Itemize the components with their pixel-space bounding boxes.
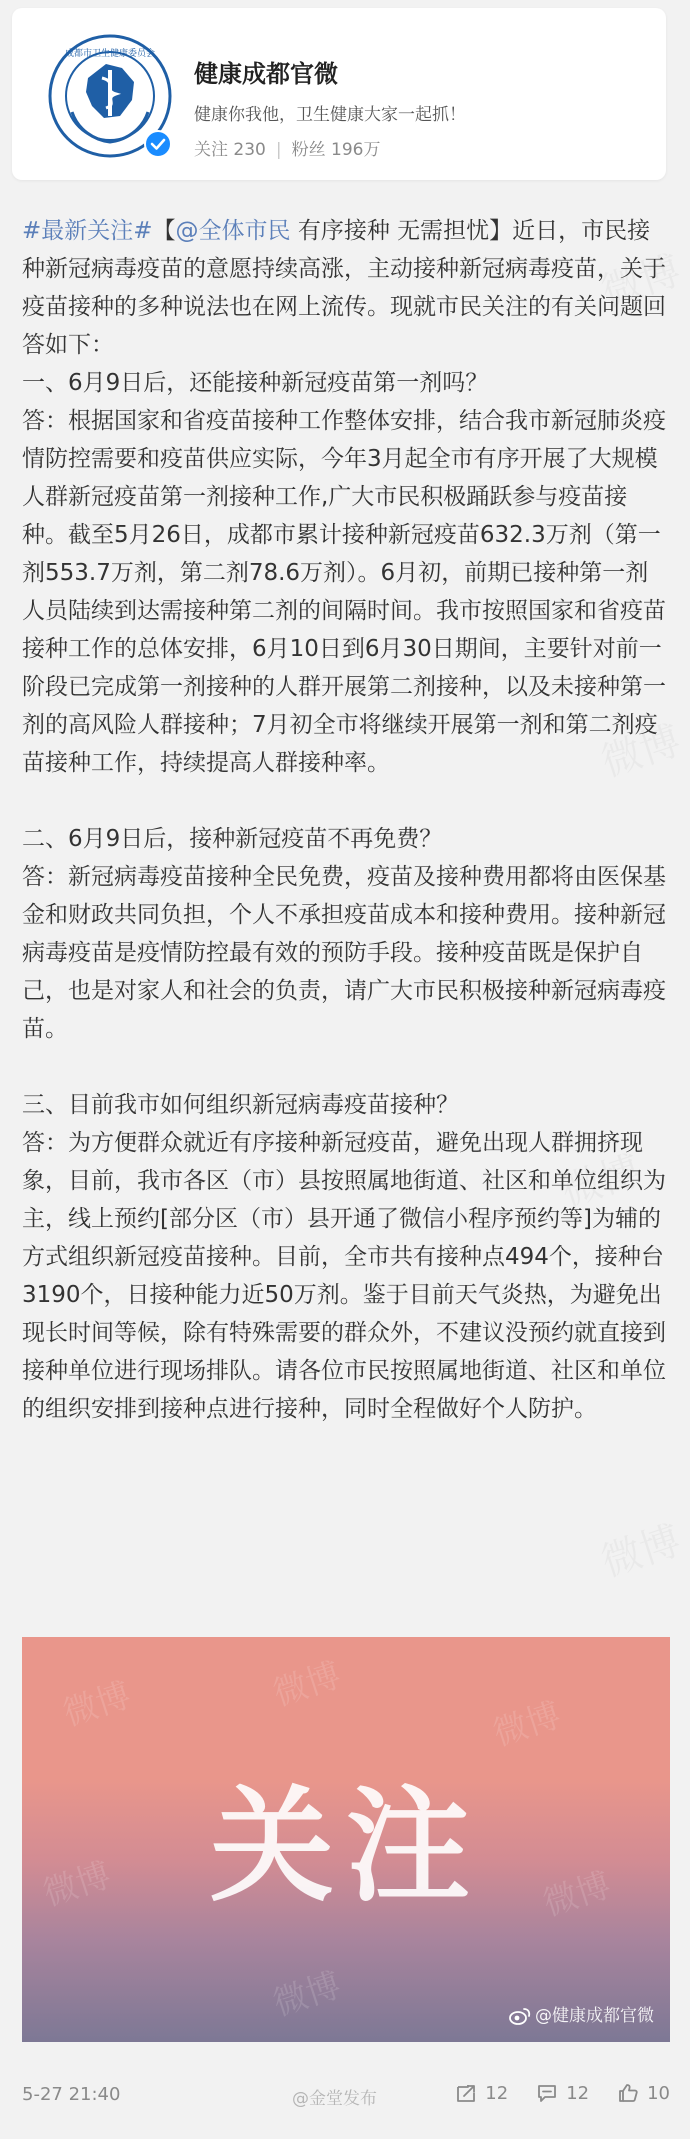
question-1: 一、6月9日后，还能接种新冠疫苗第一剂吗？ <box>22 370 489 396</box>
repost-icon <box>455 2082 477 2104</box>
account-stats <box>194 135 380 160</box>
comment-button[interactable] <box>536 2082 589 2104</box>
post-body <box>22 212 670 1428</box>
stats-divider: | <box>275 140 282 160</box>
following-label: 关注 <box>194 140 228 160</box>
svg-text:成都市卫生健康委员会: 成都市卫生健康委员会 <box>64 49 156 59</box>
comment-icon <box>536 2082 558 2104</box>
headline-text: 有序接种 无需担忧】近日，市民接种新冠病毒疫苗的意愿持续高涨，主动接种新冠病毒疫苗，关于疫苗接种的多种说法也在网上流传。现就市民关注的有关问题回答如下： <box>22 218 666 358</box>
following-count: 230 <box>233 140 266 160</box>
comment-count: 12 <box>566 2082 590 2104</box>
post-intro <box>22 212 670 364</box>
answer-3: 答：为方便群众就近有序接种新冠疫苗，避免出现人群拥挤现象，目前，我市各区（市）县按照属地街道、社区和单位组织为主，线上预约[部分区（市）县开通了微信小程序预约等]为辅的方式组织新冠疫苗接种。目前，全市共有接种点494个，接种台3190个，日接种能力近50万剂。鉴于目前天气炎热，为避免出现长时间等候，除有特殊需要的群众外，不建议没预约就直接到接种单位进行现场排队。请各位市民按照属地街道、社区和单位的组织安排到接种点进行接种，同时全程做好个人防护。 <box>22 1130 666 1422</box>
footer-watermark: @金堂发布 <box>292 2089 377 2109</box>
repost-count: 12 <box>485 2082 509 2104</box>
post-image[interactable] <box>22 1637 670 2042</box>
image-tile-watermark: 微博 <box>58 1675 136 1735</box>
following-stat[interactable] <box>194 140 266 160</box>
question-2: 二、6月9日后，接种新冠疫苗不再免费？ <box>22 826 443 852</box>
image-watermark <box>509 2001 654 2026</box>
question-3: 三、目前我市如何组织新冠病毒疫苗接种？ <box>22 1092 459 1118</box>
image-tile-watermark: 微博 <box>38 1855 116 1915</box>
hashtag-link[interactable]: #最新关注# <box>22 218 153 244</box>
profile-card[interactable] <box>12 8 666 180</box>
image-tile-watermark: 微博 <box>488 1695 566 1755</box>
image-tile-watermark: 微博 <box>268 1965 346 2025</box>
background-watermark <box>593 1509 687 1588</box>
image-watermark-text: @健康成都官微 <box>535 2006 654 2026</box>
post-actions <box>455 2082 670 2104</box>
image-tile-watermark: 微博 <box>538 1865 616 1925</box>
headline-prefix: 【 <box>152 218 176 244</box>
followers-stat[interactable] <box>292 140 381 160</box>
paragraph-gap <box>22 1048 670 1086</box>
image-caption: 关注 <box>209 1775 482 1919</box>
followers-count: 196万 <box>331 140 381 160</box>
verified-badge-icon <box>144 130 172 158</box>
like-count: 10 <box>647 2082 670 2104</box>
account-bio: 健康你我他，卫生健康大家一起抓！ <box>194 105 466 125</box>
post-timestamp: 5-27 21:40 <box>22 2084 121 2105</box>
repost-button[interactable] <box>455 2082 508 2104</box>
followers-label: 粉丝 <box>291 140 326 160</box>
post-footer <box>22 2080 670 2112</box>
answer-1: 答：根据国家和省疫苗接种工作整体安排，结合我市新冠肺炎疫情防控需要和疫苗供应实际，今年3月起全市有序开展了大规模人群新冠疫苗第一剂接种工作,广大市民积极踊跃参与疫苗接种。截至5月26日，成都市累计接种新冠疫苗632.3万剂（第一剂553.7万剂，第二剂78.6万剂）。6月初，前期已接种第一剂人员陆续到达需接种第二剂的间隔时间。我市按照国家和省疫苗接种工作的总体安排，6月10日到6月30日期间，主要针对前一阶段已完成第一剂接种的人群开展第二剂接种，以及未接种第一剂的高风险人群接种；7月初全市将继续开展第一剂和第二剂疫苗接种工作，持续提高人群接种率。 <box>22 408 666 776</box>
weibo-logo-icon <box>509 2007 531 2025</box>
mention-link[interactable]: @全体市民 <box>175 218 291 244</box>
account-name[interactable]: 健康成都官微 <box>194 60 338 88</box>
like-button[interactable] <box>617 2082 670 2104</box>
thumbs-up-icon <box>617 2082 639 2104</box>
image-tile-watermark: 微博 <box>268 1655 346 1715</box>
answer-2: 答：新冠病毒疫苗接种全民免费，疫苗及接种费用都将由医保基金和财政共同负担，个人不承担疫苗成本和接种费用。接种新冠病毒疫苗是疫情防控最有效的预防手段。接种疫苗既是保护自己，也是对家人和社会的负责，请广大市民积极接种新冠病毒疫苗。 <box>22 864 666 1042</box>
paragraph-gap <box>22 782 670 820</box>
